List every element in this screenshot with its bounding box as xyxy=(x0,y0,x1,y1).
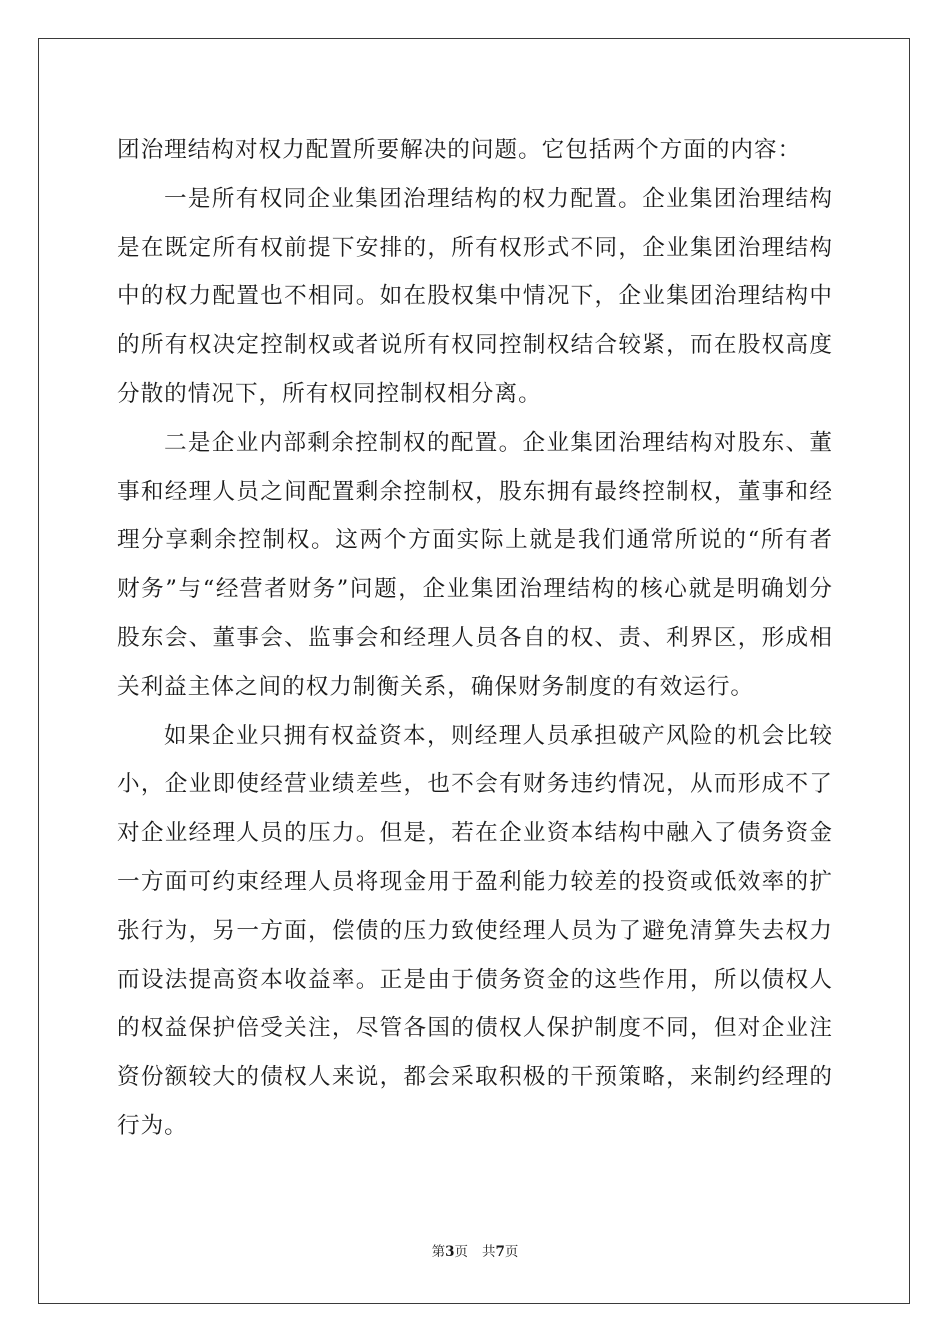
paragraph-ownership-power: 一是所有权同企业集团治理结构的权力配置。企业集团治理结构是在既定所有权前提下安排的，所有权形式不同，企业集团治理结构中的权力配置也不相同。如在股权集中情况下，企业集团治理结构中的所有权决定控制权或者说所有权同控制权结合较紧，而在股权高度分散的情况下，所有权同控制权相分离。 xyxy=(117,185,833,407)
document-body xyxy=(117,126,833,1151)
page-footer xyxy=(0,1243,950,1261)
paragraph-debt-capital: 如果企业只拥有权益资本，则经理人员承担破产风险的机会比较小，企业即使经营业绩差些，也不会有财务违约情况，从而形成不了对企业经理人员的压力。但是，若在企业资本结构中融入了债务资金一方面可约束经理人员将现金用于盈利能力较差的投资或低效率的扩张行为，另一方面，偿债的压力致使经理人员为了避免清算失去权力而设法提高资本收益率。正是由于债务资金的这些作用，所以债权人的权益保护倍受关注，尽管各国的债权人保护制度不同，但对企业注资份额较大的债权人来说，都会采取积极的干预策略，来制约经理的行为。 xyxy=(117,722,833,1139)
page-number: 3 xyxy=(445,1244,455,1260)
total-prefix: 共 xyxy=(482,1244,496,1260)
page-prefix: 第 xyxy=(431,1244,446,1260)
total-pages: 7 xyxy=(495,1244,505,1260)
page-suffix: 页 xyxy=(454,1244,468,1260)
paragraph-residual-control: 二是企业内部剩余控制权的配置。企业集团治理结构对股东、董事和经理人员之间配置剩余控制权，股东拥有最终控制权，董事和经理分享剩余控制权。这两个方面实际上就是我们通常所说的“所有者财务”与“经营者财务”问题，企业集团治理结构的核心就是明确划分股东会、董事会、监事会和经理人员各自的权、责、利界区，形成相关利益主体之间的权力制衡关系，确保财务制度的有效运行。 xyxy=(117,429,833,700)
paragraph-continuation: 团治理结构对权力配置所要解决的问题。它包括两个方面的内容： xyxy=(117,137,802,163)
total-suffix: 页 xyxy=(504,1244,519,1260)
